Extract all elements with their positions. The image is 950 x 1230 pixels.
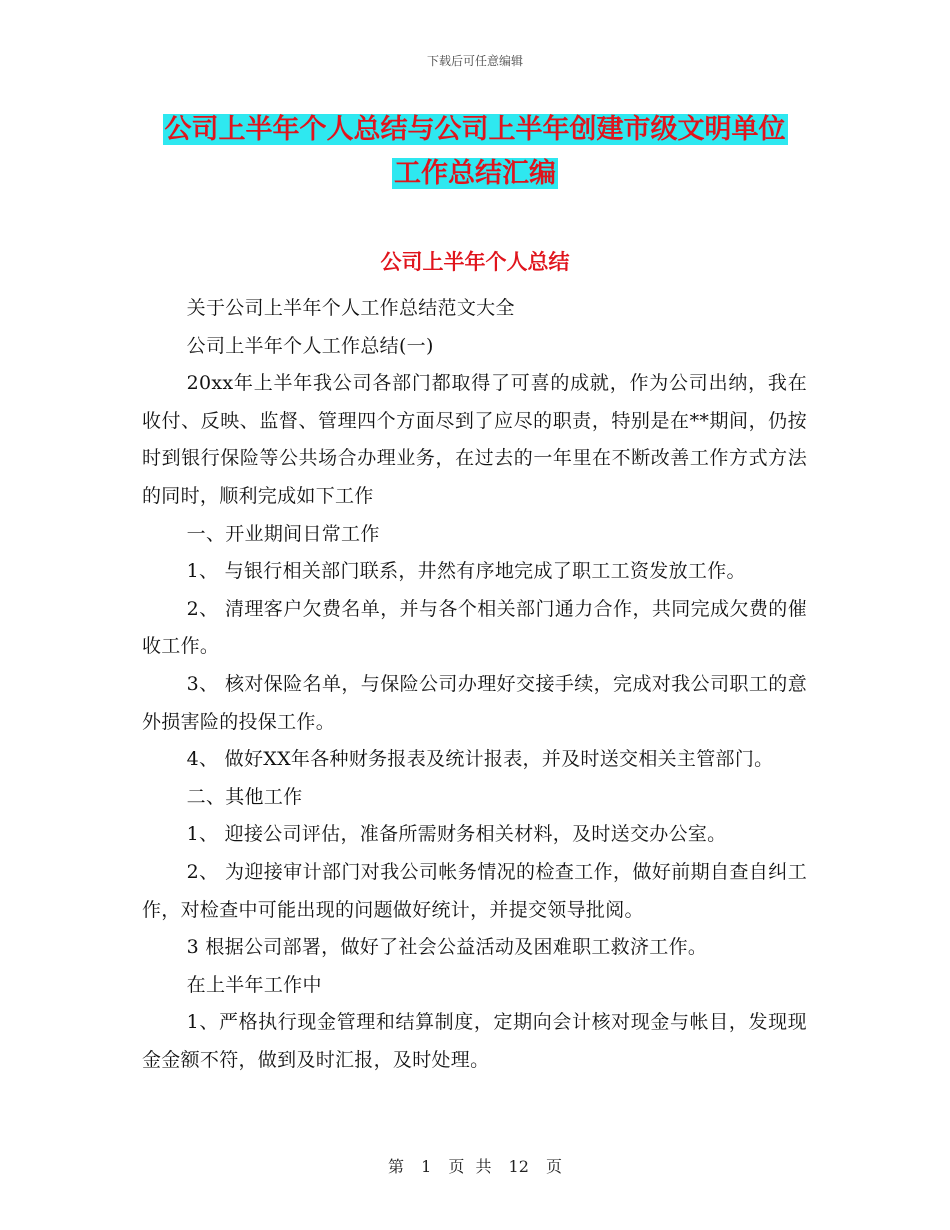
- document-title-line-2: [0, 152, 950, 196]
- paragraph: 1、 与银行相关部门联系，井然有序地完成了职工工资发放工作。: [186, 560, 746, 583]
- page-number: 1: [421, 1157, 432, 1176]
- title-text-2: 工作总结汇编: [394, 158, 556, 189]
- paragraph: 2、 清理客户欠费名单，并与各个相关部门通力合作，共同完成欠费的催收工作。: [142, 597, 807, 658]
- paragraph: 2、 为迎接审计部门对我公司帐务情况的检查工作，做好前期自查自纠工作，对检查中可能出现的问题做好统计，并提交领导批阅。: [142, 860, 807, 921]
- paragraph: 3 根据公司部署，做好了社会公益活动及困难职工救济工作。: [186, 936, 708, 959]
- document-body: [142, 290, 807, 1079]
- section-title: 公司上半年个人总结: [380, 250, 570, 274]
- title-text-1: 公司上半年个人总结与公司上半年创建市级文明单位: [164, 114, 786, 145]
- total-pages: 12: [508, 1157, 529, 1176]
- footer-suffix: 页: [546, 1157, 563, 1176]
- paragraph: 二、其他工作: [186, 785, 303, 808]
- paragraph: 关于公司上半年个人工作总结范文大全: [186, 297, 515, 319]
- paragraph: 1、严格执行现金管理和结算制度，定期向会计核对现金与帐目，发现现金金额不符，做到及时汇报，及时处理。: [142, 1011, 807, 1071]
- footer-middle: 页 共: [448, 1157, 492, 1176]
- page-footer: [0, 1154, 950, 1177]
- paragraph: 3、 核对保险名单，与保险公司办理好交接手续，完成对我公司职工的意外损害险的投保工作。: [142, 672, 807, 733]
- document-title-line-1: [0, 108, 950, 152]
- paragraph: 公司上半年个人工作总结(一): [186, 334, 434, 357]
- paragraph: 20xx年上半年我公司各部门都取得了可喜的成就，作为公司出纳，我在收付、反映、监督、管理四个方面尽到了应尽的职责，特别是在**期间，仍按时到银行保险等公共场合办理业务，在过去的一年里在不断改善工作方式方法的同时，顺利完成如下工作: [142, 372, 807, 507]
- header-note: 下载后可任意编辑: [426, 54, 523, 68]
- paragraph: 4、 做好XX年各种财务报表及统计报表，并及时送交相关主管部门。: [186, 748, 774, 771]
- paragraph: 1、 迎接公司评估，准备所需财务相关材料，及时送交办公室。: [186, 823, 727, 846]
- footer-prefix: 第: [387, 1157, 404, 1176]
- paragraph: 在上半年工作中: [186, 973, 322, 996]
- paragraph: 一、开业期间日常工作: [186, 522, 380, 545]
